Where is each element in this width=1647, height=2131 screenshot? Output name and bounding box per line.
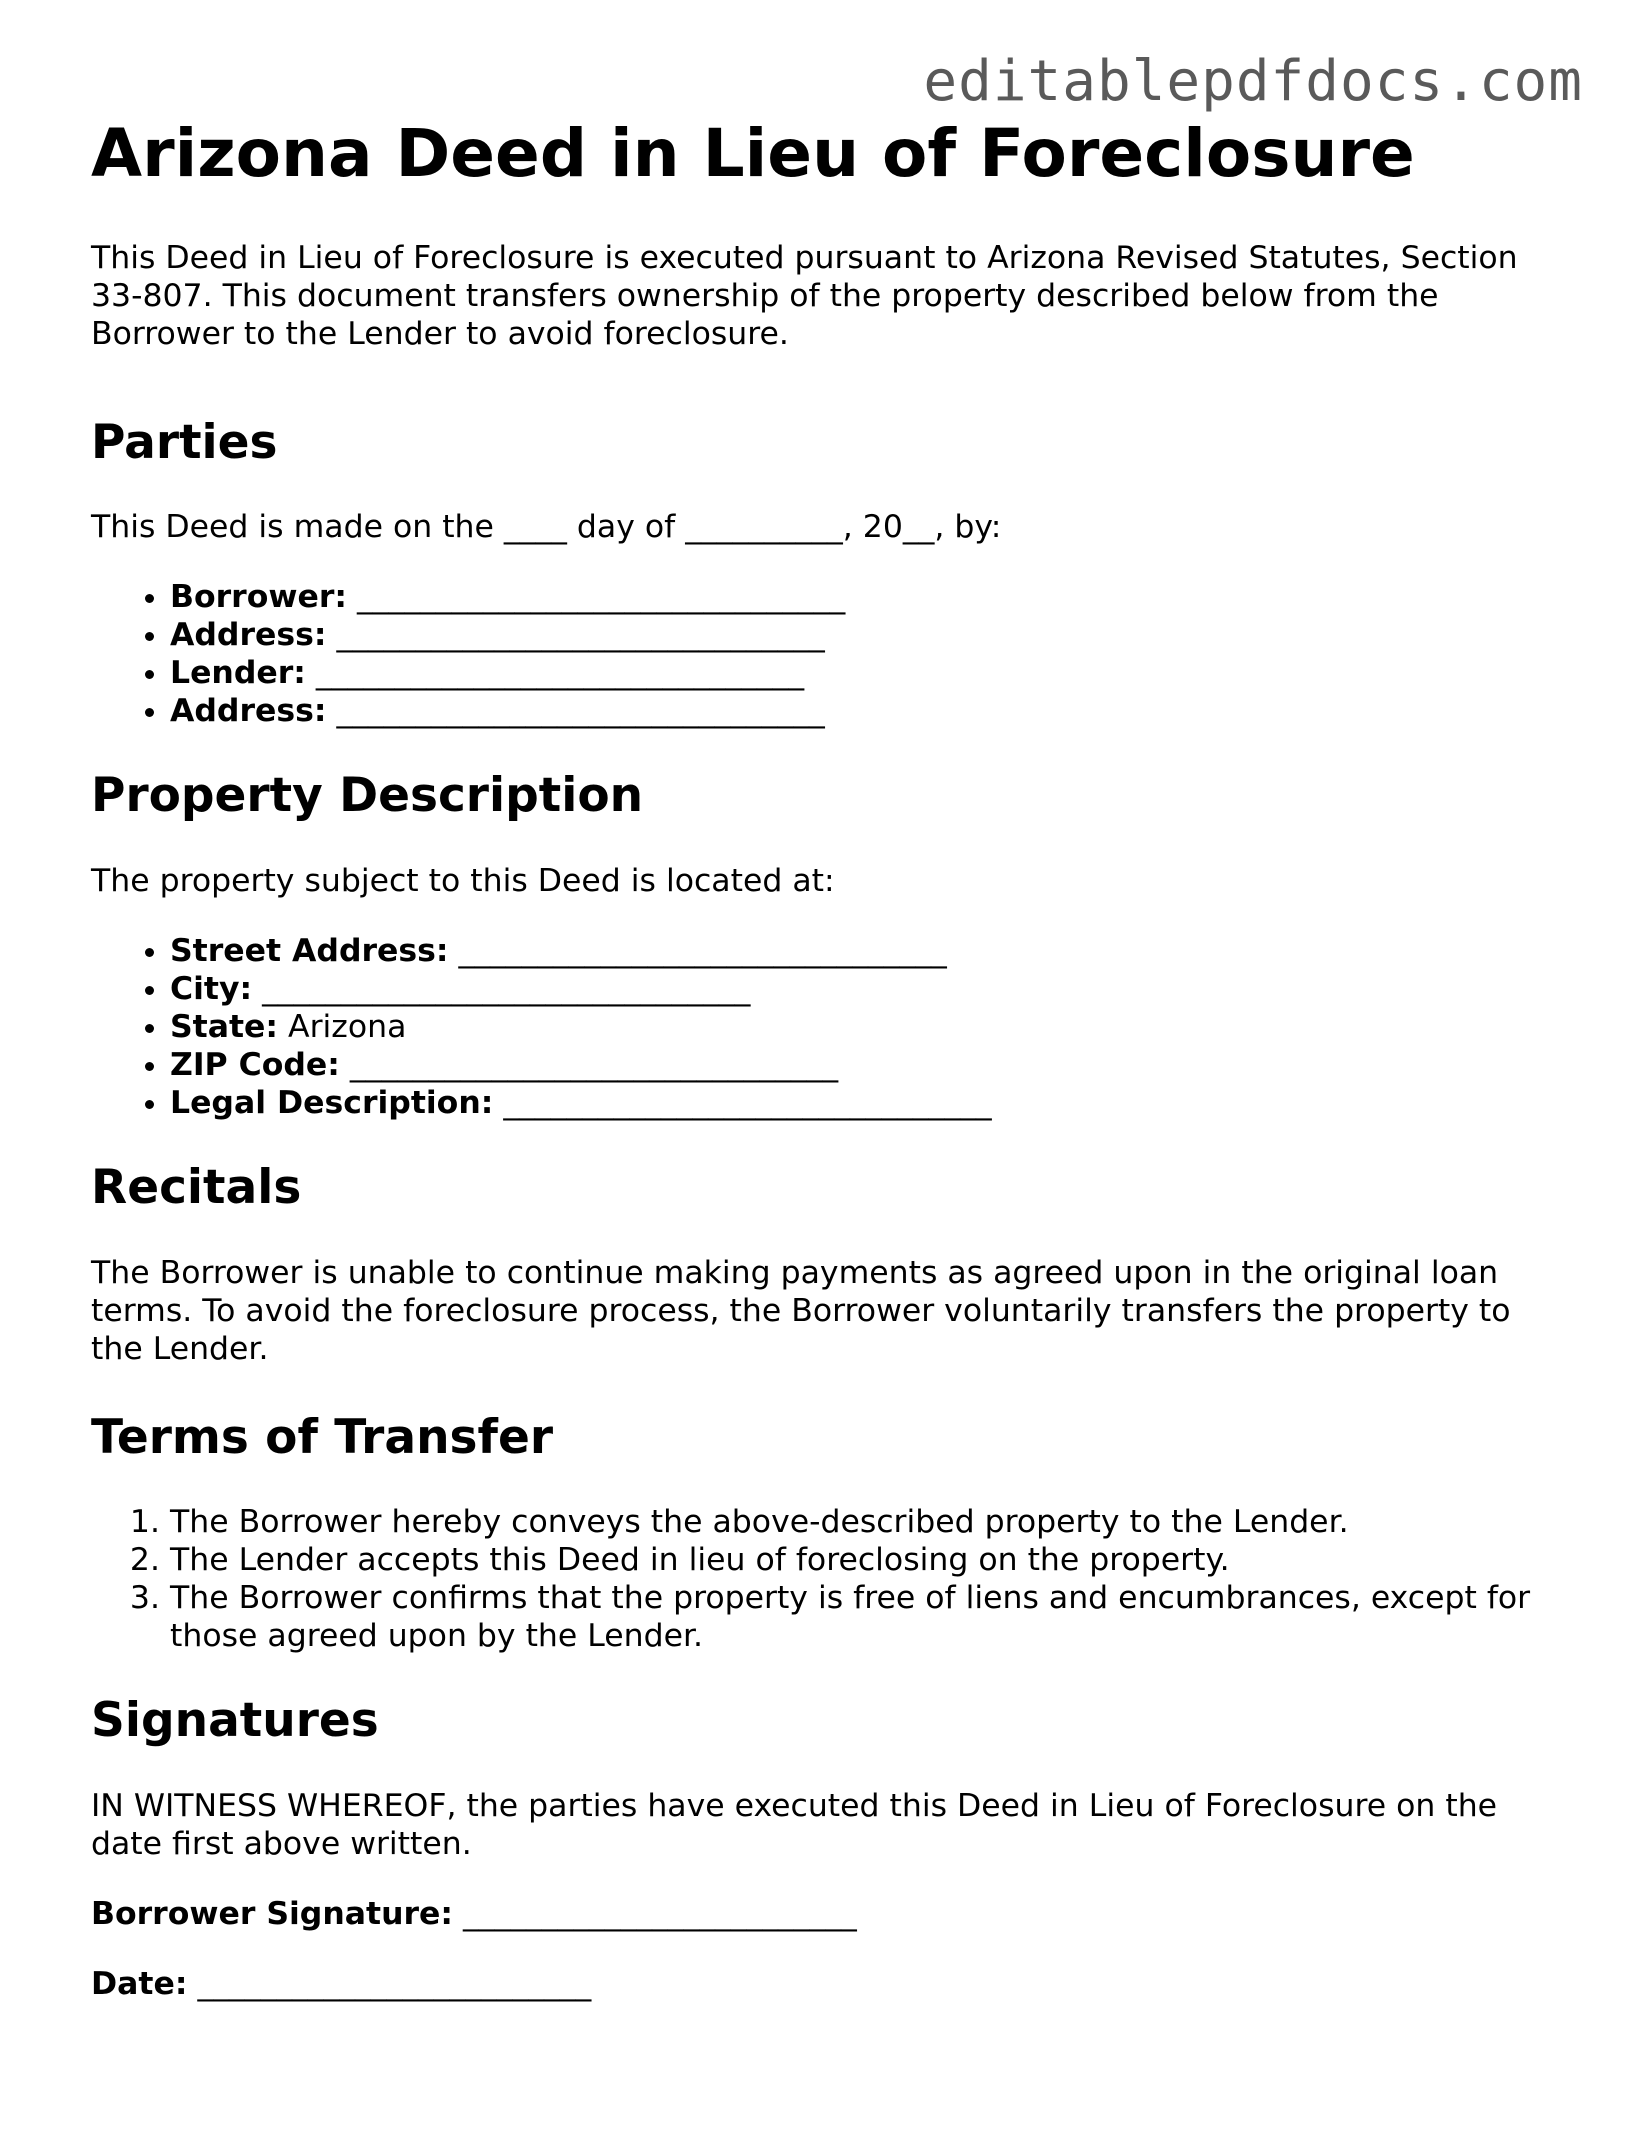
borrower-address-blank: _______________________________ [326, 617, 825, 654]
date-label: Date: [91, 1966, 188, 2003]
lender-blank: _______________________________ [305, 655, 805, 692]
list-item [170, 1008, 1571, 1046]
list-item [170, 1046, 1571, 1084]
page-title: Arizona Deed in Lieu of Foreclosure [91, 115, 1415, 192]
street-address-blank: _______________________________ [448, 932, 947, 969]
parties-text: This Deed is made on the ____ day of __________, 20__, by: [91, 509, 1002, 546]
terms-heading: Terms of Transfer [91, 1409, 554, 1465]
legal-description-blank: _______________________________ [493, 1084, 992, 1121]
signatures-text: IN WITNESS WHEREOF, the parties have executed this Deed in Lieu of Foreclosure on the date first above written. [91, 1788, 1498, 1863]
borrower-signature-line [91, 1895, 1571, 1933]
legal-description-label: Legal Description: [170, 1084, 494, 1121]
date-blank: _________________________ [187, 1966, 592, 2003]
property-text: The property subject to this Deed is located at: [91, 862, 835, 899]
list-item [170, 970, 1571, 1008]
intro-paragraph: This Deed in Lieu of Foreclosure is executed pursuant to Arizona Revised Statutes, Section 33-807. This document transfers ownership of the property described below from the Borrower to the Lender to avoid foreclosure. [91, 239, 1518, 352]
borrower-address-label: Address: [170, 617, 327, 654]
zip-label: ZIP Code: [170, 1046, 340, 1083]
signatures-heading: Signatures [91, 1693, 379, 1749]
lender-label: Lender: [170, 655, 306, 692]
property-heading: Property Description [91, 768, 644, 824]
city-label: City: [170, 970, 253, 1007]
parties-heading: Parties [91, 414, 278, 470]
state-label: State: [170, 1008, 279, 1045]
watermark: editablepdfdocs.com [923, 49, 1583, 114]
lender-address-label: Address: [170, 693, 327, 730]
document-page [91, 115, 1571, 2035]
state-value: Arizona [278, 1008, 407, 1045]
recitals-text: The Borrower is unable to continue making payments as agreed upon in the original loan terms. To avoid the foreclosure process, the Borrower voluntarily transfers the property to the Lender. [91, 1254, 1511, 1367]
borrower-label: Borrower: [170, 579, 347, 616]
street-address-label: Street Address: [170, 932, 449, 969]
lender-address-blank: _______________________________ [326, 693, 825, 730]
list-item [170, 1084, 1571, 1122]
recitals-heading: Recitals [91, 1159, 302, 1215]
list-item: 3. The Borrower confirms that the property is free of liens and encumbrances, except for those agreed upon by the Lender. [170, 1579, 1571, 1655]
borrower-signature-label: Borrower Signature: [91, 1896, 454, 1933]
city-blank: _______________________________ [252, 970, 751, 1007]
date-line [91, 1965, 1571, 2003]
list-item: 1. The Borrower hereby conveys the above-described property to the Lender. [170, 1503, 1571, 1541]
borrower-blank: _______________________________ [346, 579, 846, 616]
parties-list [91, 578, 1571, 730]
property-list [91, 932, 1571, 1122]
list-item [170, 616, 1571, 654]
borrower-signature-blank: _________________________ [453, 1896, 857, 1933]
terms-list [91, 1503, 1571, 1655]
zip-blank: _______________________________ [339, 1046, 839, 1083]
list-item [170, 692, 1571, 730]
list-item [170, 932, 1571, 970]
list-item [170, 578, 1571, 616]
list-item [170, 654, 1571, 692]
list-item: 2. The Lender accepts this Deed in lieu of foreclosing on the property. [170, 1541, 1571, 1579]
